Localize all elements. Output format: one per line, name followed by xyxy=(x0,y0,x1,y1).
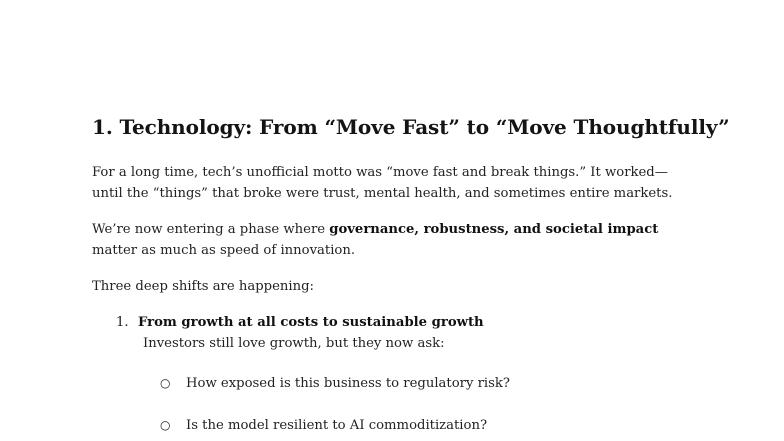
list-item-number: 1. xyxy=(116,315,129,330)
subitem-regulatory-risk: How exposed is this business to regulatory risk? xyxy=(186,376,510,391)
subitem-ai-commoditization: Is the model resilient to AI commoditization? xyxy=(186,418,488,433)
paragraph-governance-bold: governance, robustness, and societal impact xyxy=(329,222,659,237)
list-item-heading: From growth at all costs to sustainable growth xyxy=(138,315,484,330)
paragraph-governance-suffix: matter as much as speed of innovation. xyxy=(92,243,356,258)
list-item-body: Investors still love growth, but they now ask: xyxy=(143,336,445,351)
paragraph-governance xyxy=(92,219,696,261)
section-heading: 1. Technology: From “Move Fast” to “Move Thoughtfully” xyxy=(92,115,730,139)
paragraph-governance-prefix: We’re now entering a phase where xyxy=(92,222,330,237)
paragraph-shifts: Three deep shifts are happening: xyxy=(92,279,314,294)
bullet-icon: ○ xyxy=(160,376,171,390)
bullet-icon: ○ xyxy=(160,418,171,432)
paragraph-intro: For a long time, tech’s unofficial motto was “move fast and break things.” It worked—until the “things” that broke were trust, mental health, and sometimes entire markets. xyxy=(92,165,673,201)
